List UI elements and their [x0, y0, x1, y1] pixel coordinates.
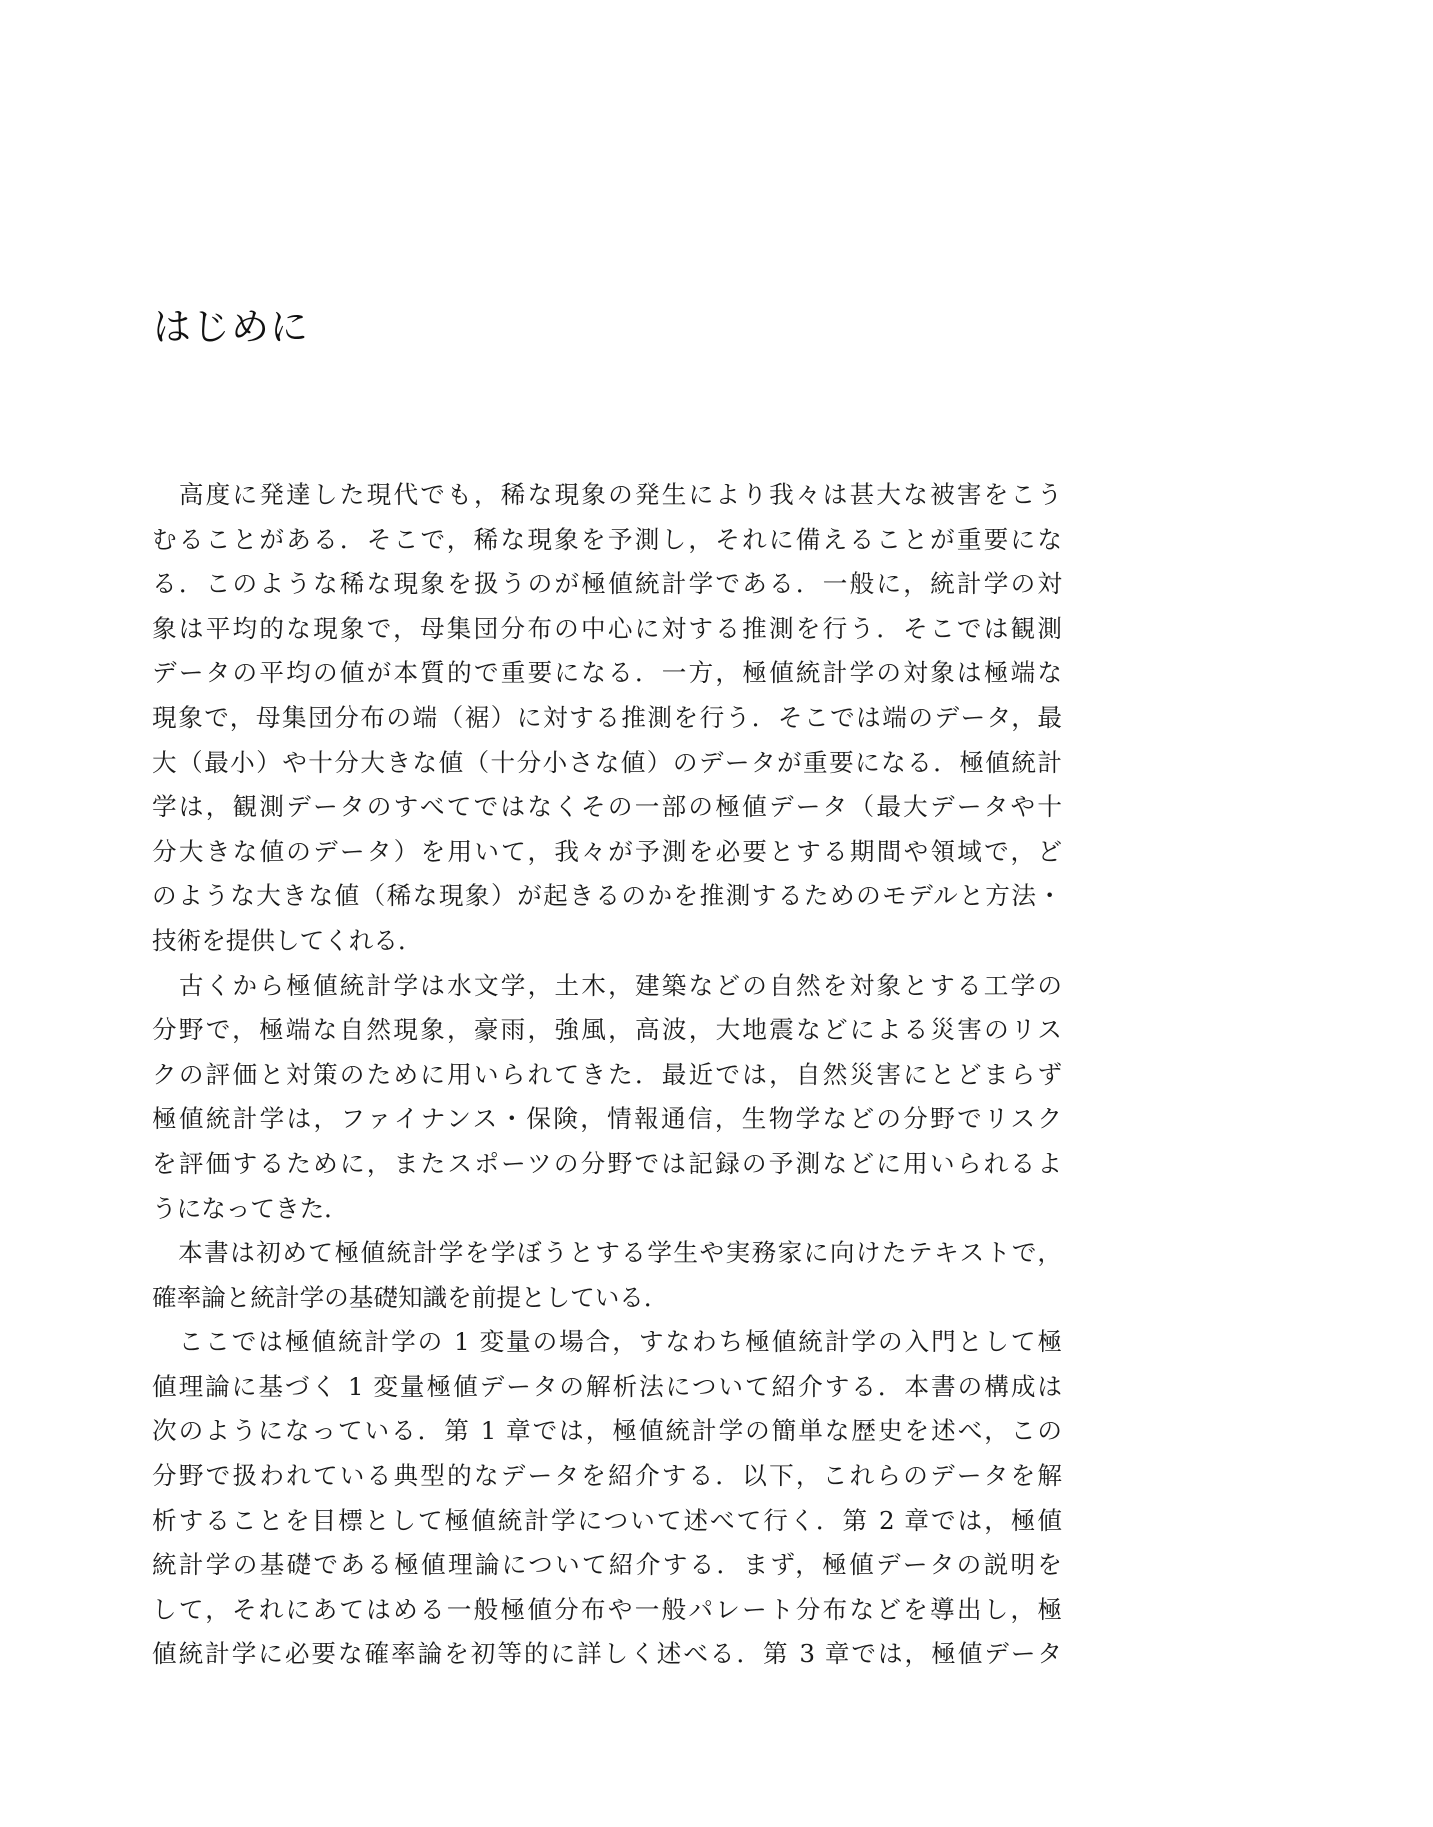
text-line: 本書は初めて極値統計学を学ぼうとする学生や実務家に向けたテキストで， — [152, 1238, 1062, 1268]
text-line: データの平均の値が本質的で重要になる．一方，極値統計学の対象は極端な — [152, 658, 1062, 688]
text-line: 高度に発達した現代でも，稀な現象の発生により我々は甚大な被害をこう — [152, 480, 1062, 509]
text-line: 極値統計学は，ファイナンス・保険，情報通信，生物学などの分野でリスク — [152, 1104, 1062, 1134]
text-line: うになってきた． — [152, 1193, 349, 1223]
text-line: ここでは極値統計学の 1 変量の場合，すなわち極値統計学の入門として極 — [152, 1327, 1062, 1357]
text-line: 古くから極値統計学は水文学，土木，建築などの自然を対象とする工学の — [152, 970, 1062, 1000]
text-line: る．このような稀な現象を扱うのが極値統計学である．一般に，統計学の対 — [152, 569, 1062, 599]
text-line: 分野で扱われている典型的なデータを紹介する．以下，これらのデータを解 — [152, 1461, 1062, 1491]
text-line: を評価するために，またスポーツの分野では記録の予測などに用いられるよ — [152, 1148, 1062, 1178]
text-line: 象は平均的な現象で，母集団分布の中心に対する推測を行う．そこでは観測 — [152, 613, 1062, 643]
text-line: 大（最小）や十分大きな値（十分小さな値）のデータが重要になる．極値統計 — [152, 747, 1062, 777]
text-line: 技術を提供してくれる． — [152, 925, 423, 955]
text-line: して，それにあてはめる一般極値分布や一般パレート分布などを導出し，極 — [152, 1594, 1062, 1624]
text-line: 値理論に基づく 1 変量極値データの解析法について紹介する．本書の構成は — [152, 1371, 1062, 1401]
text-line: 現象で，母集団分布の端（裾）に対する推測を行う．そこでは端のデータ，最 — [152, 702, 1062, 732]
text-line: 分野で，極端な自然現象，豪雨，強風，高波，大地震などによる災害のリス — [152, 1015, 1062, 1045]
text-line: のような大きな値（稀な現象）が起きるのかを推測するためのモデルと方法・ — [152, 881, 1062, 911]
text-line: 析することを目標として極値統計学について述べて行く．第 2 章では，極値 — [152, 1505, 1062, 1535]
body-text — [152, 473, 1062, 1677]
text-line: 値統計学に必要な確率論を初等的に詳しく述べる．第 3 章では，極値データ — [152, 1639, 1062, 1669]
text-line: むることがある．そこで，稀な現象を予測し，それに備えることが重要にな — [152, 524, 1062, 554]
text-line: クの評価と対策のために用いられてきた．最近では，自然災害にとどまらず — [152, 1059, 1062, 1089]
chapter-heading: はじめに — [153, 305, 310, 349]
text-line: 統計学の基礎である極値理論について紹介する．まず，極値データの説明を — [152, 1550, 1062, 1580]
text-line: 学は，観測データのすべてではなくその一部の極値データ（最大データや十 — [152, 792, 1062, 822]
text-line: 確率論と統計学の基礎知識を前提としている． — [152, 1282, 669, 1312]
text-line: 次のようになっている．第 1 章では，極値統計学の簡単な歴史を述べ，この — [152, 1416, 1062, 1446]
text-line: 分大きな値のデータ）を用いて，我々が予測を必要とする期間や領域で，ど — [152, 836, 1062, 866]
